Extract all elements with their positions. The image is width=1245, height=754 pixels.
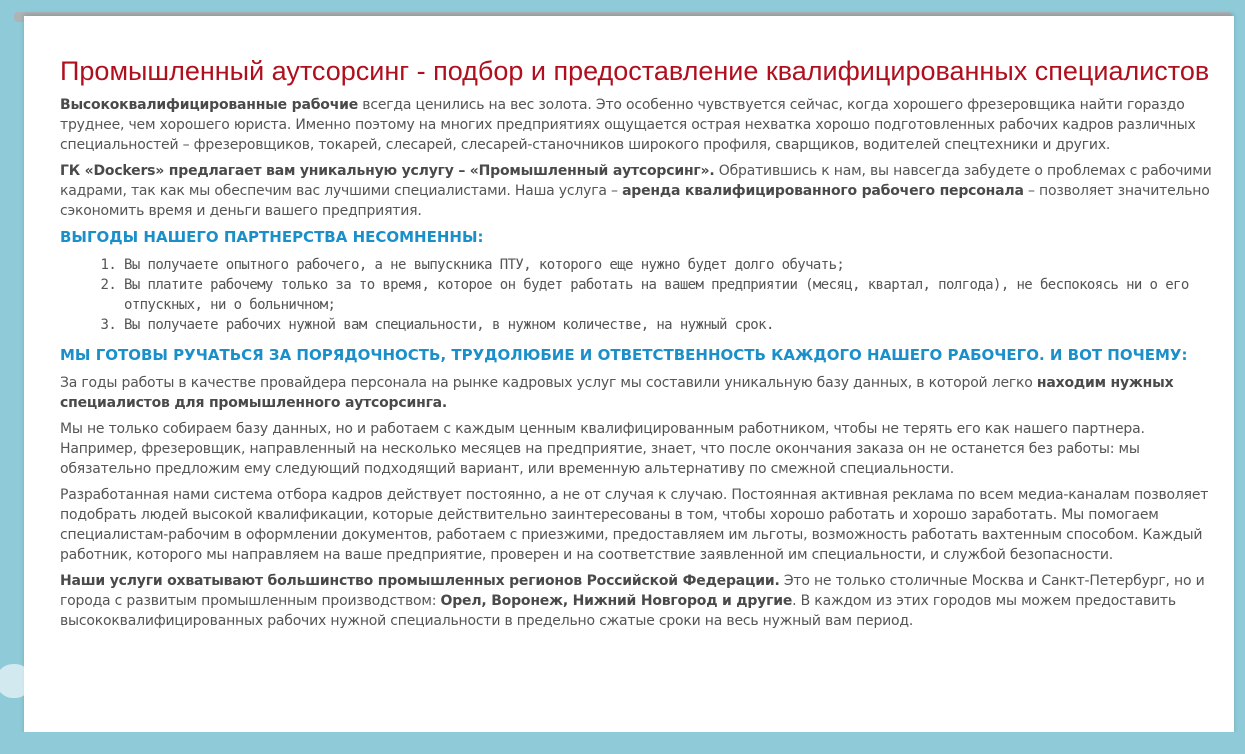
guarantee-heading: МЫ ГОТОВЫ РУЧАТЬСЯ ЗА ПОРЯДОЧНОСТЬ, ТРУДОЛЮБИЕ И ОТВЕТСТВЕННОСТЬ КАЖДОГО НАШЕГО РАБОЧЕГО. И ВОТ ПОЧЕМУ: [60, 346, 1188, 364]
intro-text: всегда ценились на вес золота. Это особенно чувствуется сейчас, когда хорошего фрезеровщика найти гораздо труднее, чем хорошего юриста. Именно поэтому на многих предприятиях ощущается острая нехватка хорошо подготовленных рабочих кадров различных специальностей – фрезеровщиков, токарей, слесарей, слесарей-станочников широкого профиля, сварщиков, водителей спецтехники и других. [60, 97, 1196, 153]
database-bold: находим нужных специалистов для промышленного аутсорсинга. [60, 375, 1174, 411]
offer-bold-service: аренда квалифицированного рабочего персонала [622, 183, 1024, 199]
database-text: За годы работы в качестве провайдера персонала на рынке кадровых услуг мы составили уникальную базу данных, в которой легко [60, 375, 1037, 391]
page-title: Промышленный аутсорсинг - подбор и предоставление квалифицированных специалистов [60, 56, 1210, 86]
benefits-heading: ВЫГОДЫ НАШЕГО ПАРТНЕРСТВА НЕСОМНЕННЫ: [60, 228, 484, 246]
intro-paragraph [60, 95, 1220, 155]
benefit-item: 1. Вы получаете опытного рабочего, а не выпускника ПТУ, которого еще нужно будет долго обучать; [124, 255, 1220, 275]
intro-bold: Высококвалифицированные рабочие [60, 97, 359, 113]
database-paragraph [60, 373, 1220, 413]
offer-text: Обратившись к нам, вы навсегда забудете о проблемах с рабочими кадрами, так как мы обеспечим вас лучшими специалистами. Наша услуга – [60, 163, 1212, 199]
regions-text: Это не только столичные Москва и Санкт-Петербург, но и города с развитым промышленным производством: [60, 573, 1205, 609]
benefit-item: 2. Вы платите рабочему только за то время, которое он будет работать на вашем предприятии (месяц, квартал, полгода), не беспокоясь ни о его отпускных, ни о больничном; [124, 275, 1220, 315]
offer-bold: ГК «Dockers» предлагает вам уникальную услугу – «Промышленный аутсорсинг». [60, 163, 715, 179]
offer-paragraph [60, 161, 1220, 221]
offer-text-end: – позволяет значительно сэкономить время и деньги вашего предприятия. [60, 183, 1210, 219]
frame-bottom-edge [0, 732, 1245, 754]
regions-cities: Орел, Воронеж, Нижний Новгород и другие [440, 593, 793, 609]
regions-bold: Наши услуги охватывают большинство промышленных регионов Российской Федерации. [60, 573, 780, 589]
regions-text-end: . В каждом из этих городов мы можем предоставить высококвалифицированных рабочих нужной специальности в предельно сжатые сроки на весь нужный вам период. [60, 593, 1176, 629]
selection-paragraph: Разработанная нами система отбора кадров действует постоянно, а не от случая к случаю. Постоянная активная реклама по всем медиа-каналам позволяет подобрать людей высокой квалификации, которые действительно заинтересованы в том, чтобы хорошо работать и хорошо заработать. Мы помогаем специалистам-рабочим в оформлении документов, работаем с приезжими, предоставляем им льготы, возможность работать вахтенным способом. Каждый работник, которого мы направляем на ваше предприятие, проверен и на соответствие заявленной им специальности, и службой безопасности. [60, 487, 1209, 563]
benefits-list [60, 255, 1220, 335]
article-content [60, 54, 1220, 637]
article-card [24, 16, 1234, 754]
regions-paragraph [60, 571, 1220, 631]
partnership-paragraph: Мы не только собираем базу данных, но и работаем с каждым ценным квалифицированным работником, чтобы не терять его как нашего партнера. Например, фрезеровщик, направленный на несколько месяцев на предприятие, знает, что после окончания заказа он не останется без работы: мы обязательно предложим ему следующий подходящий вариант, или временную альтернативу по смежной специальности. [60, 421, 1145, 477]
benefit-item: 3. Вы получаете рабочих нужной вам специальности, в нужном количестве, на нужный срок. [124, 315, 1220, 335]
